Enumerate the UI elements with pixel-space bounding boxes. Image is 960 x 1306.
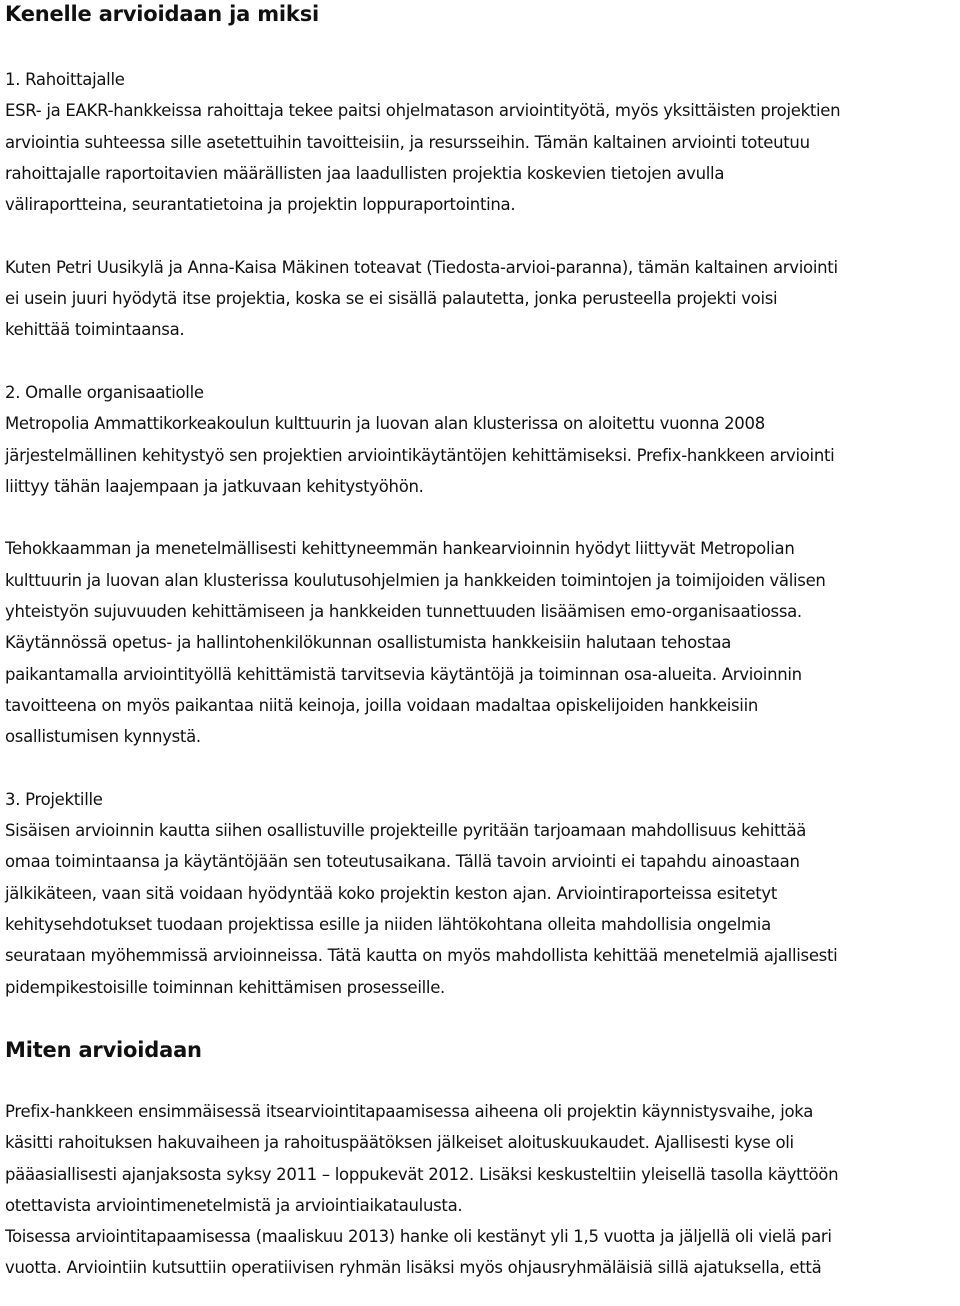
text-line: Tehokkaamman ja menetelmällisesti kehittyneemmän hankearvioinnin hyödyt liittyvät Metropolian	[5, 539, 795, 559]
section-funder	[5, 64, 957, 346]
text-line: rahoittajalle raportoitavien määrällisten jaa laadullisten projektia koskevien tietojen avulla	[5, 163, 725, 183]
text-line: arviointia suhteessa sille asetettuihin tavoitteisiin, ja resursseihin. Tämän kaltainen arviointi toteutuu	[5, 132, 810, 152]
section-title-organization: 2. Omalle organisaatiolle	[5, 382, 204, 402]
paragraph	[5, 533, 957, 752]
paragraph	[5, 815, 957, 1003]
text-line: seurataan myöhemmissä arvioinneissa. Tätä kautta on myös mahdollista kehittää menetelmiä ajallisesti	[5, 946, 838, 966]
text-line: osallistumisen kynnystä.	[5, 727, 201, 747]
heading-kenelle-arvioidaan: Kenelle arvioidaan ja miksi	[5, 2, 319, 26]
text-line: Metropolia Ammattikorkeakoulun kulttuurin ja luovan alan klusterissa on aloitettu vuonna 2008	[5, 414, 765, 434]
text-line: liittyy tähän laajempaan ja jatkuvaan kehitystyöhön.	[5, 476, 424, 496]
text-line: käsitti rahoituksen hakuvaiheen ja rahoituspäätöksen jälkeiset aloituskuukaudet. Ajallisesti kyse oli	[5, 1133, 794, 1153]
text-line: pääasiallisesti ajanjaksosta syksy 2011 – loppukevät 2012. Lisäksi keskusteltiin yleisellä tasolla käyttöön	[5, 1164, 839, 1184]
paragraph	[5, 1096, 957, 1284]
text-line: ei usein juuri hyödytä itse projektia, koska se ei sisällä palautetta, jonka perusteella projekti voisi	[5, 289, 778, 309]
paragraph-gap	[5, 753, 957, 784]
text-line: järjestelmällinen kehitystyö sen projektien arviointikäytäntöjen kehittämiseksi. Prefix-hankkeen arviointi	[5, 445, 835, 465]
section-title-project: 3. Projektille	[5, 789, 103, 809]
section-project	[5, 784, 957, 1003]
text-line: pidempikestoisille toiminnan kehittämisen prosesseille.	[5, 977, 446, 997]
text-line: paikantamalla arviointityöllä kehittämistä tarvitsevia käytäntöjä ja toiminnan osa-alueita. Arvioinnin	[5, 664, 802, 684]
section-title-funder: 1. Rahoittajalle	[5, 70, 125, 89]
section-organization	[5, 377, 957, 753]
text-line: kehitysehdotukset tuodaan projektissa esille ja niiden lähtökohtana olleita mahdollisia ongelmia	[5, 915, 771, 935]
text-line: Toisessa arviointitapaamisessa (maaliskuu 2013) hanke oli kestänyt yli 1,5 vuotta ja jäljellä oli vielä pari	[5, 1227, 832, 1247]
text-line: väliraportteina, seurantatietoina ja projektin loppuraportointina.	[5, 195, 516, 215]
document-page	[5, 0, 957, 1284]
text-line: vuotta. Arviointiin kutsuttiin operatiivisen ryhmän lisäksi myös ohjausryhmäläisiä sillä ajatuksella, että	[5, 1258, 822, 1278]
text-line: omaa toimintaansa ja käytäntöjään sen toteutusaikana. Tällä tavoin arviointi ei tapahdu ainoastaan	[5, 852, 800, 872]
paragraph	[5, 408, 957, 502]
text-line: yhteistyön sujuvuuden kehittämiseen ja hankkeiden tunnettuuden lisäämisen emo-organisaatiossa.	[5, 602, 802, 622]
paragraph	[5, 95, 957, 220]
text-line: ESR- ja EAKR-hankkeissa rahoittaja tekee paitsi ohjelmatason arviointityötä, myös yksittäisten projektien	[5, 101, 841, 121]
paragraph-gap	[5, 346, 957, 377]
text-line: Kuten Petri Uusikylä ja Anna-Kaisa Mäkinen toteavat (Tiedosta-arvioi-paranna), tämän kaltainen arviointi	[5, 257, 838, 277]
paragraph-gap	[5, 502, 957, 533]
text-line: Käytännössä opetus- ja hallintohenkilökunnan osallistumista hankkeisiin halutaan tehostaa	[5, 633, 732, 653]
text-line: kehittää toimintaansa.	[5, 320, 185, 340]
text-line: Prefix-hankkeen ensimmäisessä itsearviointitapaamisessa aiheena oli projektin käynnistysvaihe, joka	[5, 1101, 814, 1121]
text-line: jälkikäteen, vaan sitä voidaan hyödyntää koko projektin keston ajan. Arviointiraporteissa esitetyt	[5, 883, 778, 903]
text-line: Sisäisen arvioinnin kautta siihen osallistuville projekteille pyritään tarjoamaan mahdollisuus kehittää	[5, 821, 807, 841]
heading-miten-arvioidaan: Miten arvioidaan	[5, 1037, 202, 1062]
section-how	[5, 1096, 957, 1284]
paragraph-gap	[5, 220, 957, 251]
paragraph	[5, 252, 957, 346]
text-line: kulttuurin ja luovan alan klusterissa koulutusohjelmien ja hankkeiden toimintojen ja toimijoiden välisen	[5, 570, 826, 590]
text-line: tavoitteena on myös paikantaa niitä keinoja, joilla voidaan madaltaa opiskelijoiden hankkeisiin	[5, 695, 759, 715]
text-line: otettavista arviointimenetelmistä ja arviointiaikataulusta.	[5, 1195, 463, 1215]
